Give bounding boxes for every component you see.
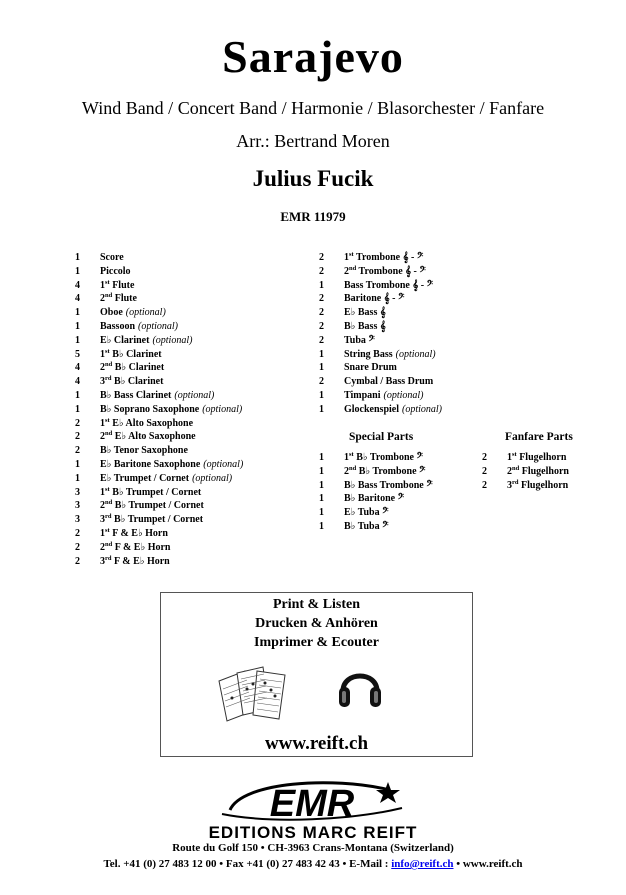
- part-quantity: 5: [75, 348, 80, 360]
- part-quantity: 3: [75, 486, 80, 498]
- part-quantity: 1: [319, 465, 324, 477]
- part-row: [75, 417, 243, 431]
- part-name: 1st Flugelhorn: [507, 451, 567, 463]
- part-quantity: 2: [319, 252, 324, 263]
- part-quantity: 1: [319, 520, 324, 532]
- part-name: Piccolo: [100, 265, 131, 277]
- part-row: [75, 499, 243, 513]
- part-row: [75, 265, 243, 279]
- part-row: [319, 361, 442, 375]
- part-name: 2nd B♭ Clarinet: [100, 361, 165, 374]
- promo-line-german: Drucken & Anhören: [255, 616, 378, 631]
- part-quantity: 2: [482, 452, 487, 463]
- part-row: [319, 479, 433, 493]
- part-quantity: 2: [319, 320, 324, 332]
- part-quantity: 1: [319, 479, 324, 491]
- part-quantity: 1: [75, 458, 80, 470]
- part-name: 2nd Flute: [100, 292, 137, 305]
- part-name: 2nd Flugelhorn: [507, 464, 569, 477]
- part-quantity: 2: [75, 541, 80, 553]
- part-name: 3rd B♭ Trumpet / Cornet: [100, 513, 204, 526]
- part-row: [319, 520, 433, 534]
- part-row: [319, 292, 442, 306]
- optional-note: (optional): [402, 403, 443, 415]
- part-quantity: 4: [75, 279, 80, 291]
- part-name: B♭ Bass Clarinet: [100, 389, 172, 401]
- part-quantity: 2: [319, 376, 324, 388]
- part-name: E♭ Tuba 𝄢: [344, 507, 389, 519]
- part-row: [319, 403, 442, 417]
- part-row: [319, 375, 442, 389]
- part-row: [75, 306, 243, 320]
- parts-list-left: [75, 251, 243, 568]
- special-parts-heading: Special Parts: [349, 431, 414, 443]
- part-row: [319, 451, 433, 465]
- logo-text: EMR: [269, 783, 355, 825]
- part-row: [75, 320, 243, 334]
- part-name: 1st Trombone 𝄞 - 𝄢: [344, 251, 424, 263]
- part-row: [319, 251, 442, 265]
- part-name: Score: [100, 252, 124, 263]
- part-row: [75, 430, 243, 444]
- part-name: Tuba 𝄢: [344, 334, 375, 346]
- part-quantity: 2: [319, 265, 324, 277]
- part-row: [482, 465, 569, 479]
- part-name: 1st E♭ Alto Saxophone: [100, 416, 194, 429]
- part-row: [75, 444, 243, 458]
- parts-list-middle: [319, 251, 442, 417]
- part-name: Cymbal / Bass Drum: [344, 376, 434, 388]
- part-row: [75, 348, 243, 362]
- part-name: 3rd F & E♭ Horn: [100, 554, 170, 567]
- part-quantity: 1: [319, 279, 324, 291]
- part-row: [75, 292, 243, 306]
- part-quantity: 1: [75, 472, 80, 484]
- part-quantity: 4: [75, 293, 80, 305]
- part-quantity: 2: [75, 555, 80, 567]
- part-quantity: 1: [319, 348, 324, 360]
- part-name: E♭ Trumpet / Cornet: [100, 472, 190, 484]
- optional-note: (optional): [152, 334, 193, 346]
- part-name: 2nd B♭ Trombone 𝄢: [344, 464, 426, 477]
- part-name: 1st Flute: [100, 278, 135, 291]
- fanfare-parts-list: [482, 451, 569, 492]
- part-name: Timpani: [344, 389, 381, 401]
- website-link[interactable]: www.reift.ch: [264, 733, 369, 754]
- optional-note: (optional): [203, 458, 244, 470]
- part-name: B♭ Bass Trombone 𝄢: [344, 479, 433, 491]
- publisher-address: Route du Golf 150 • CH-3963 Crans-Montana (Switzerland): [172, 842, 454, 854]
- part-quantity: 1: [319, 507, 324, 519]
- part-row: [75, 334, 243, 348]
- part-quantity: 2: [319, 334, 324, 346]
- part-name: 2nd E♭ Alto Saxophone: [100, 430, 196, 443]
- part-row: [482, 479, 569, 493]
- part-row: [319, 506, 433, 520]
- part-quantity: 2: [75, 417, 80, 429]
- contact-website: • www.reift.ch: [453, 858, 523, 870]
- part-name: 1st B♭ Clarinet: [100, 347, 162, 360]
- emr-logo: [212, 778, 412, 826]
- part-row: [75, 403, 243, 417]
- part-quantity: 3: [75, 500, 80, 512]
- part-name: B♭ Soprano Saxophone: [100, 403, 200, 415]
- part-name: B♭ Tuba 𝄢: [344, 520, 389, 532]
- part-quantity: 2: [75, 527, 80, 539]
- part-quantity: 4: [75, 376, 80, 388]
- part-name: B♭ Tenor Saxophone: [100, 445, 188, 457]
- part-name: 1st B♭ Trombone 𝄢: [344, 451, 423, 463]
- publisher-contact: [0, 858, 626, 870]
- optional-note: (optional): [383, 389, 424, 401]
- fanfare-parts-heading: Fanfare Parts: [505, 431, 573, 443]
- optional-note: (optional): [174, 389, 215, 401]
- part-name: Snare Drum: [344, 362, 397, 374]
- part-row: [319, 265, 442, 279]
- email-link[interactable]: info@reift.ch: [391, 858, 454, 870]
- part-quantity: 1: [319, 362, 324, 374]
- part-quantity: 2: [319, 307, 324, 319]
- part-name: 1st F & E♭ Horn: [100, 526, 168, 539]
- ensemble-subtitle: Wind Band / Concert Band / Harmonie / Blasorchester / Fanfare: [81, 98, 545, 118]
- part-quantity: 2: [319, 293, 324, 305]
- part-row: [75, 527, 243, 541]
- part-quantity: 1: [319, 493, 324, 505]
- part-name: Baritone 𝄞 - 𝄢: [344, 293, 405, 305]
- part-row: [75, 555, 243, 569]
- part-row: [319, 334, 442, 348]
- part-name: String Bass: [344, 348, 393, 360]
- part-quantity: 1: [319, 389, 324, 401]
- part-row: [75, 375, 243, 389]
- score-title: Sarajevo: [222, 31, 404, 82]
- part-row: [75, 486, 243, 500]
- promo-line-french: Imprimer & Ecouter: [254, 635, 379, 650]
- part-quantity: 2: [482, 465, 487, 477]
- part-row: [75, 541, 243, 555]
- part-name: B♭ Baritone 𝄢: [344, 493, 405, 505]
- contact-phone-fax: Tel. +41 (0) 27 483 12 00 • Fax +41 (0) 27 483 42 43 • E-Mail :: [103, 858, 392, 870]
- headphones-icon: [337, 661, 383, 711]
- part-quantity: 1: [75, 403, 80, 415]
- part-name: 2nd Trombone 𝄞 - 𝄢: [344, 264, 426, 277]
- part-quantity: 2: [482, 479, 487, 491]
- special-parts-list: [319, 451, 433, 534]
- part-name: B♭ Bass 𝄞: [344, 320, 386, 332]
- part-row: [75, 472, 243, 486]
- promo-line-english: Print & Listen: [272, 597, 361, 612]
- part-row: [75, 279, 243, 293]
- arranger: Arr.: Bertrand Moren: [236, 131, 390, 151]
- part-row: [319, 306, 442, 320]
- optional-note: (optional): [125, 307, 166, 319]
- part-quantity: 1: [75, 334, 80, 346]
- part-row: [75, 513, 243, 527]
- part-row: [319, 389, 442, 403]
- part-row: [75, 458, 243, 472]
- part-quantity: 1: [75, 307, 80, 319]
- part-quantity: 1: [75, 265, 80, 277]
- part-quantity: 1: [75, 252, 80, 263]
- part-name: Bass Trombone 𝄞 - 𝄢: [344, 279, 434, 291]
- part-name: E♭ Baritone Saxophone: [100, 458, 201, 470]
- part-name: 3rd Flugelhorn: [507, 478, 569, 491]
- part-row: [319, 465, 433, 479]
- part-name: Glockenspiel: [344, 403, 400, 415]
- part-row: [319, 320, 442, 334]
- part-name: 2nd F & E♭ Horn: [100, 540, 171, 553]
- part-name: E♭ Bass 𝄞: [344, 307, 386, 319]
- part-row: [319, 279, 442, 293]
- part-name: Oboe: [100, 307, 123, 319]
- optional-note: (optional): [202, 403, 243, 415]
- composer: Julius Fucik: [252, 166, 374, 191]
- catalog-code: EMR 11979: [280, 209, 346, 224]
- part-name: E♭ Clarinet: [100, 334, 150, 346]
- part-name: 3rd B♭ Clarinet: [100, 375, 164, 388]
- part-quantity: 1: [75, 389, 80, 401]
- part-quantity: 1: [319, 403, 324, 415]
- part-name: 2nd B♭ Trumpet / Cornet: [100, 499, 204, 512]
- part-row: [319, 348, 442, 362]
- part-row: [319, 492, 433, 506]
- optional-note: (optional): [395, 348, 436, 360]
- optional-note: (optional): [192, 472, 233, 484]
- optional-note: (optional): [138, 320, 179, 332]
- part-name: Bassoon: [100, 320, 136, 332]
- part-row: [482, 451, 569, 465]
- part-row: [75, 389, 243, 403]
- publisher-name: EDITIONS MARC REIFT: [208, 823, 418, 842]
- part-quantity: 2: [75, 445, 80, 457]
- part-quantity: 1: [319, 452, 324, 463]
- part-row: [75, 361, 243, 375]
- part-quantity: 2: [75, 431, 80, 443]
- part-name: 1st B♭ Trumpet / Cornet: [100, 485, 202, 498]
- part-quantity: 1: [75, 320, 80, 332]
- print-listen-box: [160, 592, 473, 757]
- sheet-music-icon: [217, 665, 293, 725]
- part-row: [75, 251, 243, 265]
- part-quantity: 4: [75, 362, 80, 374]
- part-quantity: 3: [75, 514, 80, 526]
